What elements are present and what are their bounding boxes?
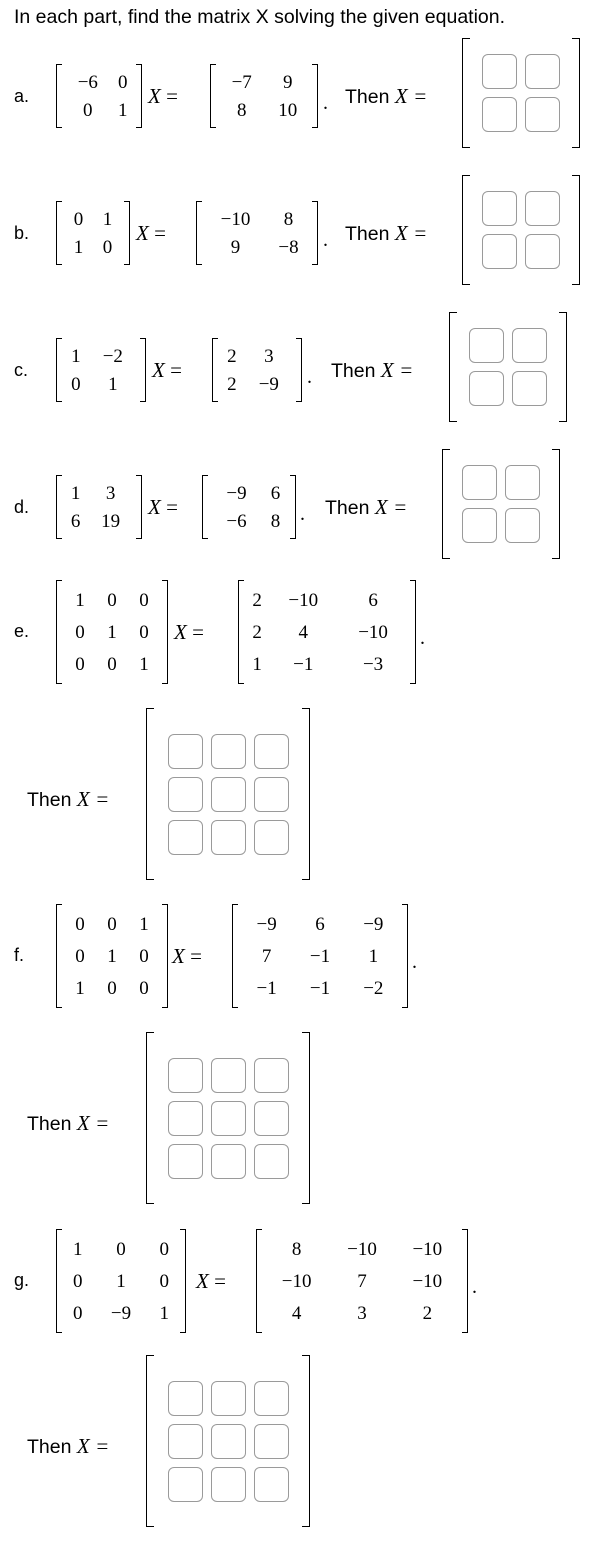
answer-input-f-r2c3[interactable] [254, 1101, 289, 1136]
right-bracket [572, 175, 580, 285]
matrix-a-rhs [210, 64, 318, 128]
left-bracket [202, 475, 208, 539]
answer-input-g-r3c1[interactable] [168, 1467, 203, 1502]
matrix-d-rhs [202, 475, 296, 539]
matrix-entry: 6 [368, 589, 378, 611]
matrix-entry: −6 [77, 71, 98, 93]
matrix-entry: 9 [230, 236, 241, 258]
answer-input-g-r2c2[interactable] [211, 1424, 246, 1459]
answer-input-f-r3c3[interactable] [254, 1144, 289, 1179]
period-c: . [307, 366, 312, 388]
matrix-entries [64, 205, 122, 261]
part-label-a: a. [14, 86, 30, 106]
answer-grid [168, 1381, 289, 1502]
matrix-entry: 1 [73, 236, 84, 258]
then-label-c: Then X = [331, 358, 414, 382]
part-label-b: b. [14, 223, 30, 243]
part-label-d: d. [14, 497, 30, 517]
answer-input-c-r2c1[interactable] [469, 371, 504, 406]
matrix-entry: 0 [139, 621, 149, 643]
matrix-entry: 1 [75, 977, 85, 999]
answer-input-f-r3c2[interactable] [211, 1144, 246, 1179]
matrix-f-coefficient [56, 904, 168, 1008]
left-bracket [146, 1032, 154, 1204]
matrix-entry: 0 [73, 1302, 83, 1324]
part-label-c: c. [14, 360, 29, 380]
answer-matrix-a [462, 38, 580, 148]
matrix-entries [64, 68, 134, 124]
period-a: . [323, 92, 328, 114]
left-bracket [56, 904, 62, 1008]
period-e: . [420, 627, 425, 649]
left-bracket [238, 580, 244, 684]
matrix-entry: 0 [139, 945, 149, 967]
matrix-entry: 1 [71, 345, 81, 367]
x-equals-b: X = [136, 221, 166, 245]
part-label-f: f. [14, 945, 25, 965]
then-label-b: Then X = [345, 221, 428, 245]
matrix-entry: 8 [283, 208, 294, 230]
right-bracket [572, 38, 580, 148]
answer-grid [482, 54, 560, 132]
answer-input-a-r2c2[interactable] [525, 97, 560, 132]
matrix-entry: 8 [236, 99, 247, 121]
matrix-entry: 1 [107, 621, 117, 643]
matrix-entry: 1 [368, 945, 379, 967]
left-bracket [56, 1229, 62, 1333]
matrix-entry: 3 [264, 345, 274, 367]
matrix-entry: −7 [231, 71, 252, 93]
answer-grid [168, 1058, 289, 1179]
matrix-entries [246, 584, 408, 680]
matrix-entries [218, 68, 310, 124]
answer-matrix-f [146, 1032, 310, 1204]
then-label-d: Then X = [325, 495, 408, 519]
left-bracket [210, 64, 216, 128]
answer-grid [168, 734, 289, 855]
left-bracket [196, 201, 202, 265]
answer-input-b-r2c2[interactable] [525, 234, 560, 269]
matrix-entry: −1 [293, 653, 314, 675]
matrix-entry: 0 [116, 1238, 126, 1260]
x-equals-a: X = [148, 84, 178, 108]
matrix-entry: 9 [282, 71, 293, 93]
matrix-entry: 0 [139, 977, 149, 999]
x-equals-f: X = [172, 944, 202, 968]
matrix-entry: 7 [357, 1270, 367, 1292]
matrix-entry: 0 [75, 653, 85, 675]
x-equals-e: X = [174, 620, 204, 644]
part-label-e: e. [14, 621, 30, 641]
answer-input-g-r3c3[interactable] [254, 1467, 289, 1502]
right-bracket [290, 475, 296, 539]
matrix-entry: 1 [139, 913, 149, 935]
matrix-entry: −9 [226, 482, 247, 504]
right-bracket [552, 449, 560, 559]
matrix-entry: −2 [363, 977, 384, 999]
matrix-entry: 1 [118, 99, 128, 121]
left-bracket [256, 1229, 262, 1333]
right-bracket [462, 1229, 468, 1333]
matrix-entry: 1 [75, 589, 85, 611]
right-bracket [140, 338, 146, 402]
answer-input-b-r1c1[interactable] [482, 191, 517, 226]
matrix-entry: 1 [116, 1270, 126, 1292]
matrix-entry: −10 [281, 1270, 312, 1292]
answer-input-d-r2c2[interactable] [505, 508, 540, 543]
right-bracket [162, 580, 168, 684]
answer-input-a-r1c2[interactable] [525, 54, 560, 89]
matrix-entry: 0 [107, 589, 117, 611]
matrix-entry: 1 [102, 208, 113, 230]
matrix-entry: −10 [288, 589, 319, 611]
matrix-entry: −10 [347, 1238, 377, 1260]
matrix-entry: 0 [107, 653, 117, 675]
answer-input-f-r1c3[interactable] [254, 1058, 289, 1093]
answer-input-e-r2c1[interactable] [168, 777, 203, 812]
matrix-entry: −10 [220, 208, 251, 230]
matrix-entry: 0 [107, 913, 117, 935]
left-bracket [462, 38, 470, 148]
matrix-entry: 6 [270, 482, 281, 504]
answer-input-d-r1c1[interactable] [462, 465, 497, 500]
matrix-entry: 1 [139, 653, 149, 675]
matrix-entry: 0 [118, 71, 128, 93]
matrix-entry: 4 [291, 1302, 302, 1324]
matrix-entry: 1 [107, 945, 117, 967]
matrix-entry: 0 [73, 208, 84, 230]
right-bracket [136, 475, 142, 539]
left-bracket [442, 449, 450, 559]
answer-input-d-r2c1[interactable] [462, 508, 497, 543]
matrix-d-coefficient [56, 475, 142, 539]
left-bracket [232, 904, 238, 1008]
matrix-entry: 3 [105, 482, 116, 504]
left-bracket [146, 1355, 154, 1527]
matrix-entries [240, 908, 400, 1004]
matrix-c-rhs [212, 338, 302, 402]
x-equals-c: X = [152, 358, 182, 382]
right-bracket [302, 1355, 310, 1527]
left-bracket [56, 475, 62, 539]
matrix-entry: 7 [261, 945, 272, 967]
left-bracket [56, 338, 62, 402]
matrix-entry: 1 [73, 1238, 83, 1260]
answer-grid [482, 191, 560, 269]
answer-input-e-r3c2[interactable] [211, 820, 246, 855]
matrix-entries [264, 1233, 460, 1329]
right-bracket [410, 580, 416, 684]
then-label-f: Then X = [27, 1111, 110, 1135]
matrix-entry: −10 [358, 621, 388, 643]
matrix-entry: 10 [278, 99, 298, 121]
answer-input-g-r2c1[interactable] [168, 1424, 203, 1459]
matrix-entries [64, 1233, 178, 1329]
then-label-e: Then X = [27, 787, 110, 811]
answer-matrix-d [442, 449, 560, 559]
left-bracket [56, 201, 62, 265]
right-bracket [312, 64, 318, 128]
matrix-entry: −3 [362, 653, 384, 675]
matrix-entry: 0 [139, 589, 149, 611]
matrix-entry: −6 [226, 510, 247, 532]
matrix-b-coefficient [56, 201, 130, 265]
part-label-g: g. [14, 1270, 30, 1290]
matrix-entries [210, 479, 288, 535]
matrix-a-coefficient [56, 64, 142, 128]
right-bracket [180, 1229, 186, 1333]
matrix-entries [204, 205, 310, 261]
matrix-entries [64, 908, 160, 1004]
matrix-entries [64, 479, 134, 535]
left-bracket [212, 338, 218, 402]
answer-input-a-r1c1[interactable] [482, 54, 517, 89]
then-label-g: Then X = [27, 1434, 110, 1458]
answer-input-f-r1c1[interactable] [168, 1058, 203, 1093]
answer-input-g-r3c2[interactable] [211, 1467, 246, 1502]
answer-input-f-r2c1[interactable] [168, 1101, 203, 1136]
matrix-b-rhs [196, 201, 318, 265]
right-bracket [312, 201, 318, 265]
instruction-text: In each part, find the matrix X solving the given equation. [14, 6, 506, 28]
left-bracket [449, 312, 457, 422]
matrix-entry: 3 [357, 1302, 367, 1324]
matrix-entry: 1 [252, 653, 262, 675]
answer-matrix-e [146, 708, 310, 880]
x-equals-g: X = [196, 1269, 226, 1293]
right-bracket [302, 708, 310, 880]
matrix-entry: 0 [159, 1238, 169, 1260]
matrix-entry: 4 [298, 621, 308, 643]
answer-input-e-r3c3[interactable] [254, 820, 289, 855]
matrix-entry: −1 [309, 977, 331, 999]
answer-input-f-r2c2[interactable] [211, 1101, 246, 1136]
matrix-entry: 0 [83, 99, 93, 121]
answer-matrix-b [462, 175, 580, 285]
matrix-entry: 6 [70, 510, 81, 532]
answer-input-c-r1c1[interactable] [469, 328, 504, 363]
matrix-entry: 19 [101, 510, 121, 532]
answer-grid [462, 465, 540, 543]
answer-input-e-r2c3[interactable] [254, 777, 289, 812]
period-g: . [472, 1276, 477, 1298]
matrix-entry: 2 [252, 621, 262, 643]
matrix-entry: −10 [412, 1270, 443, 1292]
matrix-entry: −9 [363, 913, 384, 935]
right-bracket [124, 201, 130, 265]
x-equals-d: X = [148, 495, 178, 519]
answer-input-e-r3c1[interactable] [168, 820, 203, 855]
matrix-entry: −9 [258, 373, 279, 395]
answer-input-b-r2c1[interactable] [482, 234, 517, 269]
matrix-entry: 8 [270, 510, 281, 532]
left-bracket [56, 580, 62, 684]
answer-input-d-r1c2[interactable] [505, 465, 540, 500]
matrix-entries [64, 342, 138, 398]
period-d: . [300, 503, 305, 525]
matrix-entry: 0 [102, 236, 113, 258]
matrix-entry: 0 [73, 1270, 83, 1292]
matrix-entry: −2 [102, 345, 123, 367]
left-bracket [56, 64, 62, 128]
right-bracket [162, 904, 168, 1008]
then-label-a: Then X = [345, 84, 428, 108]
matrix-entry: 2 [227, 345, 237, 367]
answer-input-e-r1c1[interactable] [168, 734, 203, 769]
matrix-g-coefficient [56, 1229, 186, 1333]
matrix-entry: 0 [75, 913, 85, 935]
answer-input-c-r2c2[interactable] [512, 371, 547, 406]
matrix-entry: −8 [278, 236, 299, 258]
answer-input-e-r2c2[interactable] [211, 777, 246, 812]
answer-input-g-r1c1[interactable] [168, 1381, 203, 1416]
matrix-entry: 2 [252, 589, 262, 611]
matrix-f-rhs [232, 904, 408, 1008]
matrix-entry: 0 [75, 945, 85, 967]
matrix-entry: −9 [110, 1302, 132, 1324]
right-bracket [296, 338, 302, 402]
matrix-entry: −10 [412, 1238, 443, 1260]
matrix-entry: −1 [256, 977, 277, 999]
answer-input-f-r1c2[interactable] [211, 1058, 246, 1093]
answer-input-f-r3c1[interactable] [168, 1144, 203, 1179]
matrix-entry: 2 [422, 1302, 433, 1324]
matrix-entries [220, 342, 294, 398]
period-b: . [323, 229, 328, 251]
matrix-entry: −1 [309, 945, 331, 967]
right-bracket [402, 904, 408, 1008]
right-bracket [136, 64, 142, 128]
matrix-entry: 1 [159, 1302, 169, 1324]
right-bracket [559, 312, 567, 422]
left-bracket [462, 175, 470, 285]
answer-input-a-r2c1[interactable] [482, 97, 517, 132]
matrix-entry: 1 [70, 482, 81, 504]
matrix-g-rhs [256, 1229, 468, 1333]
left-bracket [146, 708, 154, 880]
matrix-entries [64, 584, 160, 680]
answer-input-g-r2c3[interactable] [254, 1424, 289, 1459]
period-f: . [412, 951, 417, 973]
right-bracket [302, 1032, 310, 1204]
answer-input-g-r1c3[interactable] [254, 1381, 289, 1416]
matrix-e-rhs [238, 580, 416, 684]
matrix-entry: 6 [315, 913, 325, 935]
matrix-entry: 2 [227, 373, 237, 395]
matrix-entry: 0 [71, 373, 81, 395]
matrix-entry: 1 [108, 373, 118, 395]
matrix-entry: 0 [75, 621, 85, 643]
answer-input-g-r1c2[interactable] [211, 1381, 246, 1416]
matrix-c-coefficient [56, 338, 146, 402]
matrix-entry: −9 [256, 913, 277, 935]
matrix-e-coefficient [56, 580, 168, 684]
answer-grid [469, 328, 547, 406]
matrix-entry: 0 [107, 977, 117, 999]
answer-input-e-r1c3[interactable] [254, 734, 289, 769]
matrix-entry: 0 [159, 1270, 169, 1292]
answer-input-c-r1c2[interactable] [512, 328, 547, 363]
answer-matrix-g [146, 1355, 310, 1527]
answer-input-b-r1c2[interactable] [525, 191, 560, 226]
answer-matrix-c [449, 312, 567, 422]
answer-input-e-r1c2[interactable] [211, 734, 246, 769]
matrix-entry: 8 [291, 1238, 302, 1260]
